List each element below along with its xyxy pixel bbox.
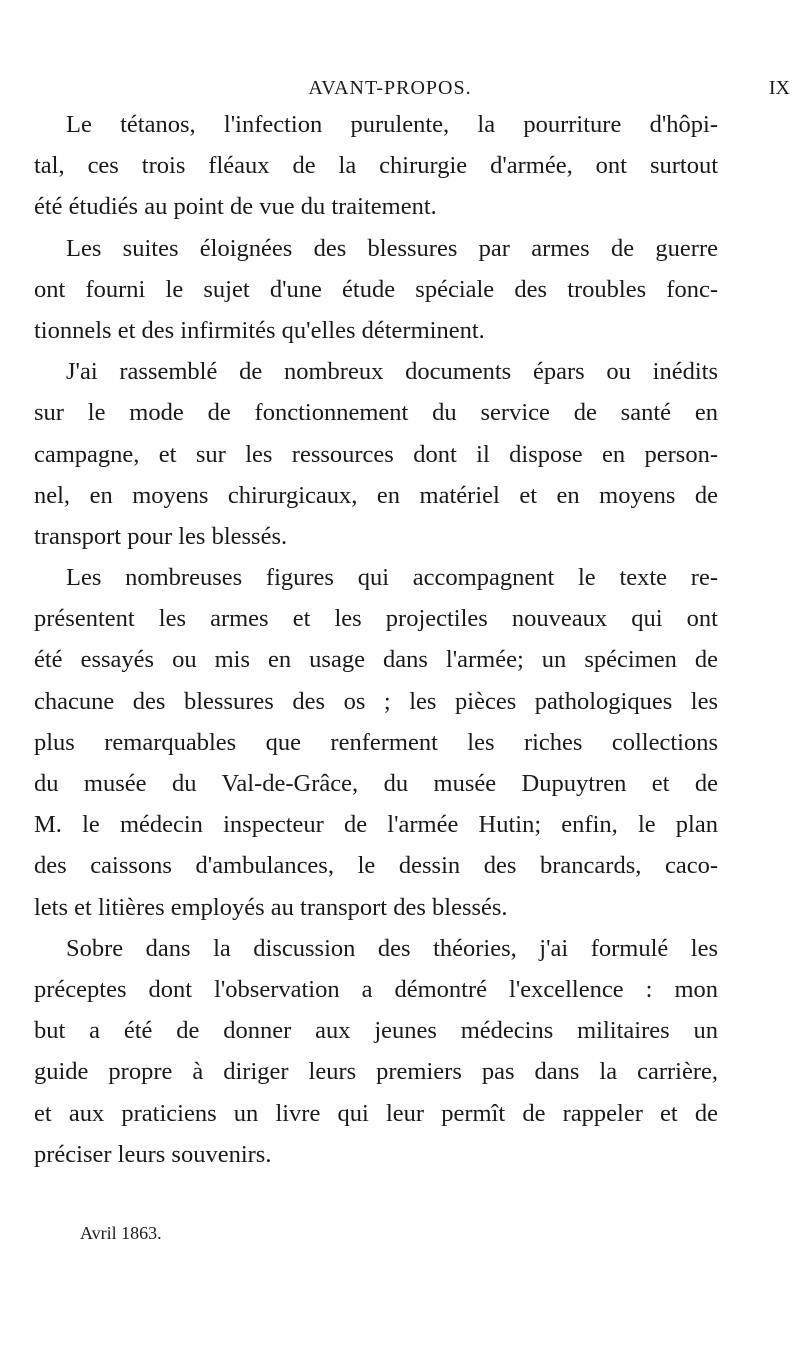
text-line: Le tétanos, l'infection purulente, la pourriture d'hôpi- [66, 111, 718, 138]
text-line: tal, ces trois fléaux de la chirurgie d'armée, ont surtout [34, 152, 718, 180]
text-line: présentent les armes et les projectiles nouveaux qui ont [34, 605, 718, 633]
text-line: guide propre à diriger leurs premiers pas dans la carrière, [34, 1058, 718, 1086]
running-head [40, 77, 790, 101]
text-line: et aux praticiens un livre qui leur permît de rappeler et de [34, 1099, 718, 1127]
page-number: IX [768, 77, 790, 99]
text-line: chacune des blessures des os ; les pièces pathologiques les [34, 687, 718, 715]
text-line: des caissons d'ambulances, le dessin des brancards, caco- [34, 852, 718, 880]
text-line: ont fourni le sujet d'une étude spéciale des troubles fonc- [34, 275, 718, 303]
text-line: sur le mode de fonctionnement du service de santé en [34, 399, 718, 427]
text-line: été étudiés au point de vue du traitement. [34, 193, 437, 221]
text-line: Les suites éloignées des blessures par armes de guerre [66, 234, 718, 262]
text-line: J'ai rassemblé de nombreux documents épars ou inédits [66, 358, 718, 386]
text-line: Sobre dans la discussion des théories, j'ai formulé les [66, 934, 718, 962]
body-text [34, 104, 718, 1175]
text-line: lets et litières employés au transport des blessés. [34, 893, 508, 921]
text-line: plus remarquables que renferment les riches collections [34, 728, 718, 756]
text-line: M. le médecin inspecteur de l'armée Hutin; enfin, le plan [34, 811, 718, 839]
text-line: préceptes dont l'observation a démontré l'excellence : mon [34, 975, 718, 1003]
text-line: préciser leurs souvenirs. [34, 1140, 272, 1168]
text-line: but a été de donner aux jeunes médecins militaires un [34, 1017, 718, 1045]
text-line: transport pour les blessés. [34, 522, 288, 550]
running-title: AVANT-PROPOS. [308, 77, 472, 99]
text-line: campagne, et sur les ressources dont il dispose en person- [34, 440, 718, 468]
date-signature: Avril 1863. [80, 1223, 162, 1243]
text-line: du musée du Val-de-Grâce, du musée Dupuytren et de [34, 770, 718, 797]
text-line: Les nombreuses figures qui accompagnent le texte re- [66, 564, 718, 592]
text-line: été essayés ou mis en usage dans l'armée; un spécimen de [34, 646, 718, 674]
text-line: tionnels et des infirmités qu'elles déterminent. [34, 316, 485, 344]
text-line: nel, en moyens chirurgicaux, en matériel et en moyens de [34, 481, 718, 509]
